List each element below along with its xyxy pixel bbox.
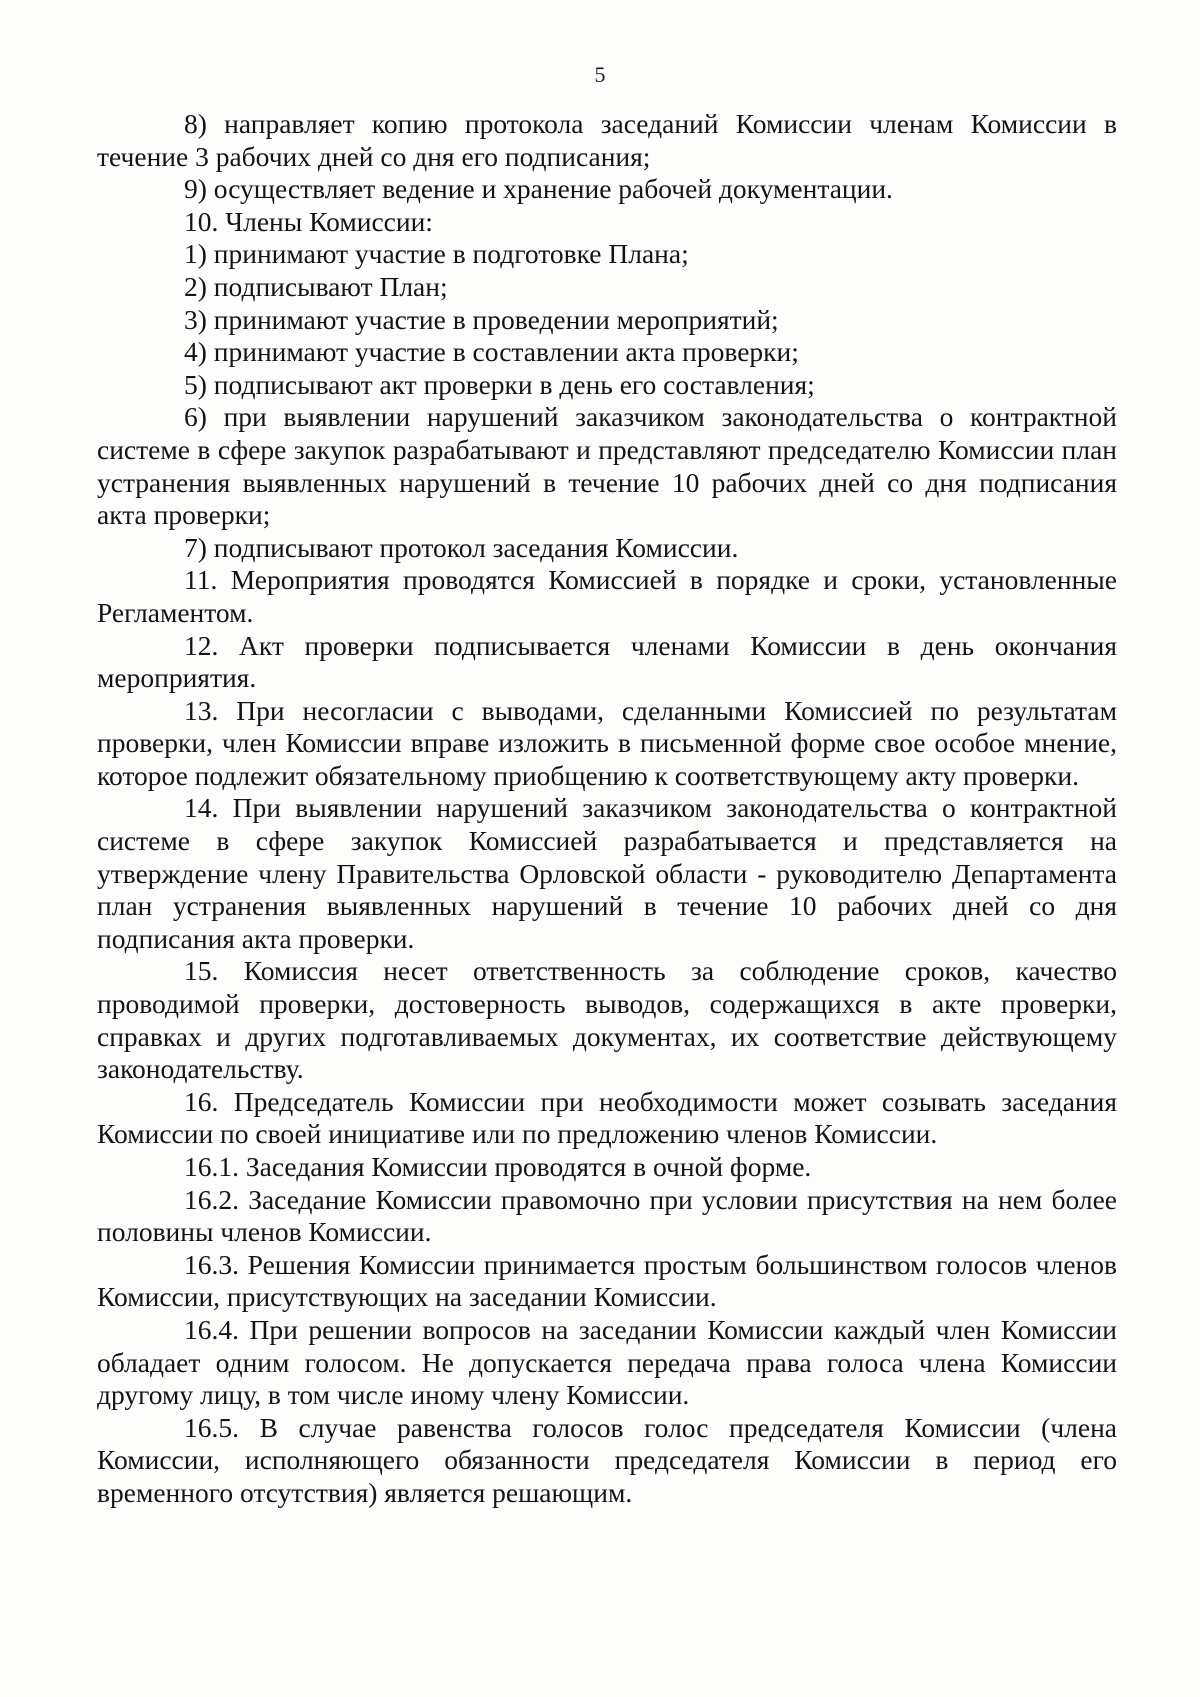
section-10-item-4: 4) принимают участие в составлении акта проверки; <box>184 336 799 368</box>
page-number: 5 <box>594 62 606 87</box>
section-10-item-6: 6) при выявлении нарушений заказчиком законодательства о контрактной системе в сфере закупок разрабатывают и представляют председателю Комиссии план устранения выявленных нарушений в течение 10 рабочих дней со дня подписания акта проверки; <box>97 401 1117 531</box>
section-10-item-2: 2) подписывают План; <box>184 270 448 302</box>
section-10-item-1: 1) принимают участие в подготовке Плана; <box>184 238 689 270</box>
section-12: 12. Акт проверки подписывается членами Комиссии в день окончания мероприятия. <box>97 629 1117 694</box>
paragraph-9: 9) осуществляет ведение и хранение рабочей документации. <box>184 173 893 205</box>
section-10-heading: 10. Члены Комиссии: <box>184 205 433 237</box>
section-13: 13. При несогласии с выводами, сделанными Комиссией по результатам проверки, член Комиссии вправе изложить в письменной форме свое особое мнение, которое подлежит обязательному приобщению к соответствующему акту проверки. <box>97 694 1117 791</box>
section-10-item-7: 7) подписывают протокол заседания Комиссии. <box>184 531 739 563</box>
section-16-5: 16.5. В случае равенства голосов голос председателя Комиссии (члена Комиссии, исполняющего обязанности председателя Комиссии в период его временного отсутствия) является решающим. <box>97 1411 1117 1508</box>
section-16-2: 16.2. Заседание Комиссии правомочно при условии присутствия на нем более половины членов Комиссии. <box>97 1183 1117 1248</box>
section-11: 11. Мероприятия проводятся Комиссией в порядке и сроки, установленные Регламентом. <box>97 564 1117 628</box>
section-16-4: 16.4. При решении вопросов на заседании Комиссии каждый член Комиссии обладает одним голосом. Не допускается передача права голоса члена Комиссии другому лицу, в том числе иному члену Комиссии. <box>97 1313 1117 1411</box>
section-15: 15. Комиссия несет ответственность за соблюдение сроков, качество проводимой проверки, достоверность выводов, содержащихся в акте проверки, справках и других подготавливаемых документах, их соответствие действующему законодательству. <box>97 955 1117 1085</box>
section-16-1: 16.1. Заседания Комиссии проводятся в очной форме. <box>184 1151 812 1182</box>
paragraph-8: 8) направляет копию протокола заседаний Комиссии членам Комиссии в течение 3 рабочих дней со дня его подписания; <box>97 108 1117 172</box>
section-10-item-3: 3) принимают участие в проведении мероприятий; <box>184 303 779 335</box>
section-10-item-5: 5) подписывают акт проверки в день его составления; <box>184 368 815 400</box>
section-16: 16. Председатель Комиссии при необходимости может созывать заседания Комиссии по своей инициативе или по предложению членов Комиссии. <box>97 1085 1117 1150</box>
section-16-3: 16.3. Решения Комиссии принимается простым большинством голосов членов Комиссии, присутствующих на заседании Комиссии. <box>97 1248 1117 1313</box>
document-body <box>97 108 1117 1510</box>
section-14: 14. При выявлении нарушений заказчиком законодательства о контрактной системе в сфере закупок Комиссией разрабатывается и представляется на утверждение члену Правительства Орловской области - руководителю Департамента план устранения выявленных нарушений в течение 10 рабочих дней со дня подписания акта проверки. <box>97 792 1117 954</box>
